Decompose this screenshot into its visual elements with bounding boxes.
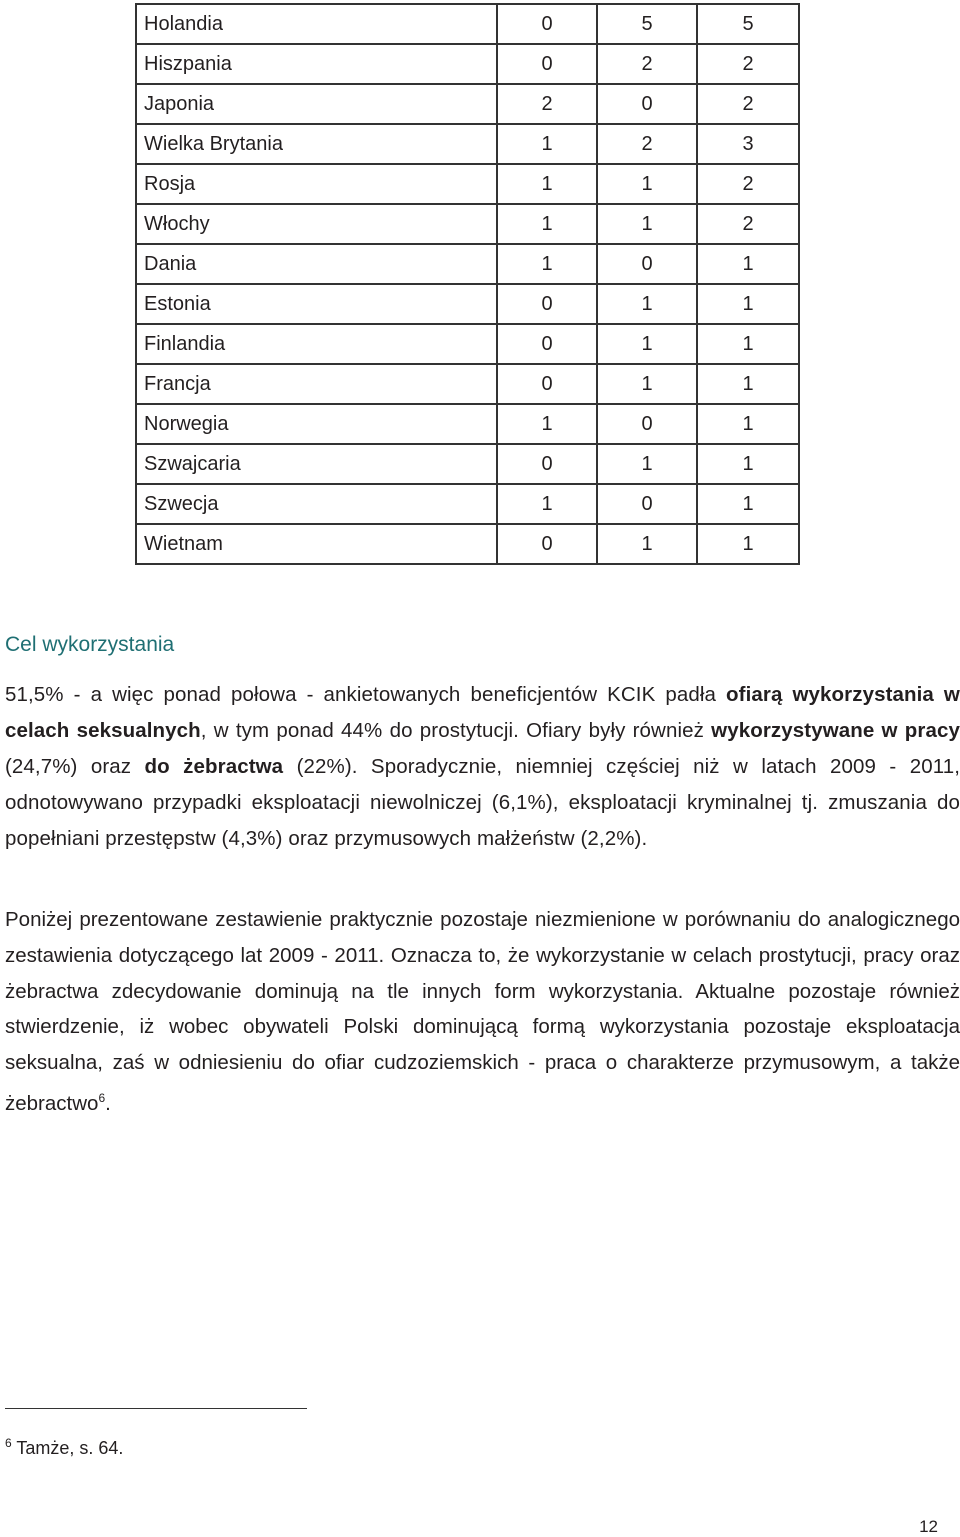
p1-text-4: (22%). Sporadycznie, niemniej częściej niż w latach 2009 - 2011, odnotowywano przypadki eksploatacji niewolniczej (6,1%), eksploatacji kryminalnej tj. zmuszania do popełniani przestępstw (4,3%) oraz przymusowych małżeństw (2,2%).	[5, 755, 960, 850]
country-cell: Finlandia	[136, 324, 497, 364]
country-cell: Hiszpania	[136, 44, 497, 84]
footnote-separator	[5, 1408, 307, 1409]
p1-bold-2: wykorzystywane w pracy	[711, 719, 960, 742]
p2-text: Poniżej prezentowane zestawienie praktycznie pozostaje niezmienione w porównaniu do analogicznego zestawienia dotyczącego lat 2009 - 2011. Oznacza to, że wykorzystanie w celach prostytucji, pracy oraz żebractwa zdecydowanie dominują na tle innych form wykorzystania. Aktualne pozostaje również stwierdzenie, iż wobec obywateli Polski dominującą formą wykorzystania pozostaje eksploatacja seksualna, zaś w odniesieniu do ofiar cudzoziemskich - praca o charakterze przymusowym, a także żebractwo	[5, 908, 960, 1115]
paragraph-1	[5, 677, 960, 857]
total-cell: 1	[697, 404, 799, 444]
value-cell: 1	[597, 164, 697, 204]
total-cell: 1	[697, 324, 799, 364]
country-cell: Holandia	[136, 4, 497, 44]
total-cell: 1	[697, 444, 799, 484]
table-row	[136, 284, 799, 324]
total-cell: 5	[697, 4, 799, 44]
value-cell: 0	[497, 364, 597, 404]
country-cell: Estonia	[136, 284, 497, 324]
country-cell: Rosja	[136, 164, 497, 204]
table-row	[136, 4, 799, 44]
total-cell: 1	[697, 524, 799, 564]
country-cell: Włochy	[136, 204, 497, 244]
value-cell: 0	[597, 244, 697, 284]
country-cell: Wietnam	[136, 524, 497, 564]
page-number: 12	[919, 1517, 938, 1536]
country-cell: Norwegia	[136, 404, 497, 444]
table-row	[136, 484, 799, 524]
value-cell: 0	[597, 404, 697, 444]
value-cell: 1	[497, 244, 597, 284]
total-cell: 2	[697, 164, 799, 204]
table-row	[136, 444, 799, 484]
footnote-ref[interactable]: 6	[98, 1090, 106, 1105]
value-cell: 1	[597, 444, 697, 484]
p1-text-3: (24,7%) oraz	[5, 755, 145, 778]
p1-bold-1: ofiarą wykorzystania w celach seksualnych	[5, 683, 960, 742]
value-cell: 0	[497, 44, 597, 84]
value-cell: 1	[497, 204, 597, 244]
table-row	[136, 244, 799, 284]
p1-text-2: , w tym ponad 44% do prostytucji. Ofiary były również	[200, 719, 712, 742]
value-cell: 0	[497, 444, 597, 484]
country-table-body	[136, 4, 799, 564]
total-cell: 1	[697, 484, 799, 524]
p1-text-1: 51,5% - a więc ponad połowa - ankietowanych beneficjentów KCIK padła	[5, 683, 727, 706]
value-cell: 1	[597, 284, 697, 324]
table-row	[136, 204, 799, 244]
country-table	[135, 3, 800, 565]
country-cell: Francja	[136, 364, 497, 404]
footnote	[5, 1436, 123, 1459]
total-cell: 2	[697, 84, 799, 124]
table-row	[136, 524, 799, 564]
country-cell: Wielka Brytania	[136, 124, 497, 164]
value-cell: 2	[497, 84, 597, 124]
value-cell: 0	[597, 84, 697, 124]
country-cell: Szwecja	[136, 484, 497, 524]
value-cell: 1	[497, 124, 597, 164]
country-cell: Japonia	[136, 84, 497, 124]
value-cell: 1	[597, 364, 697, 404]
table-row	[136, 404, 799, 444]
value-cell: 2	[597, 44, 697, 84]
country-cell: Dania	[136, 244, 497, 284]
country-cell: Szwajcaria	[136, 444, 497, 484]
table-row	[136, 124, 799, 164]
table-row	[136, 164, 799, 204]
value-cell: 2	[597, 124, 697, 164]
section-heading: Cel wykorzystania	[5, 633, 175, 656]
table-row	[136, 84, 799, 124]
value-cell: 0	[497, 524, 597, 564]
value-cell: 1	[497, 164, 597, 204]
p1-bold-3: do żebractwa	[144, 755, 284, 778]
total-cell: 1	[697, 364, 799, 404]
value-cell: 1	[597, 204, 697, 244]
value-cell: 1	[497, 404, 597, 444]
value-cell: 1	[597, 324, 697, 364]
value-cell: 0	[497, 324, 597, 364]
value-cell: 0	[497, 4, 597, 44]
table-row	[136, 324, 799, 364]
total-cell: 1	[697, 284, 799, 324]
total-cell: 2	[697, 44, 799, 84]
table-row	[136, 364, 799, 404]
footnote-number: 6	[5, 1436, 12, 1450]
paragraph-2	[5, 902, 960, 1122]
value-cell: 1	[597, 524, 697, 564]
table-row	[136, 44, 799, 84]
value-cell: 0	[497, 284, 597, 324]
total-cell: 1	[697, 244, 799, 284]
value-cell: 5	[597, 4, 697, 44]
total-cell: 2	[697, 204, 799, 244]
p2-end: .	[105, 1091, 111, 1115]
total-cell: 3	[697, 124, 799, 164]
footnote-text: Tamże, s. 64.	[11, 1438, 124, 1458]
value-cell: 0	[597, 484, 697, 524]
value-cell: 1	[497, 484, 597, 524]
